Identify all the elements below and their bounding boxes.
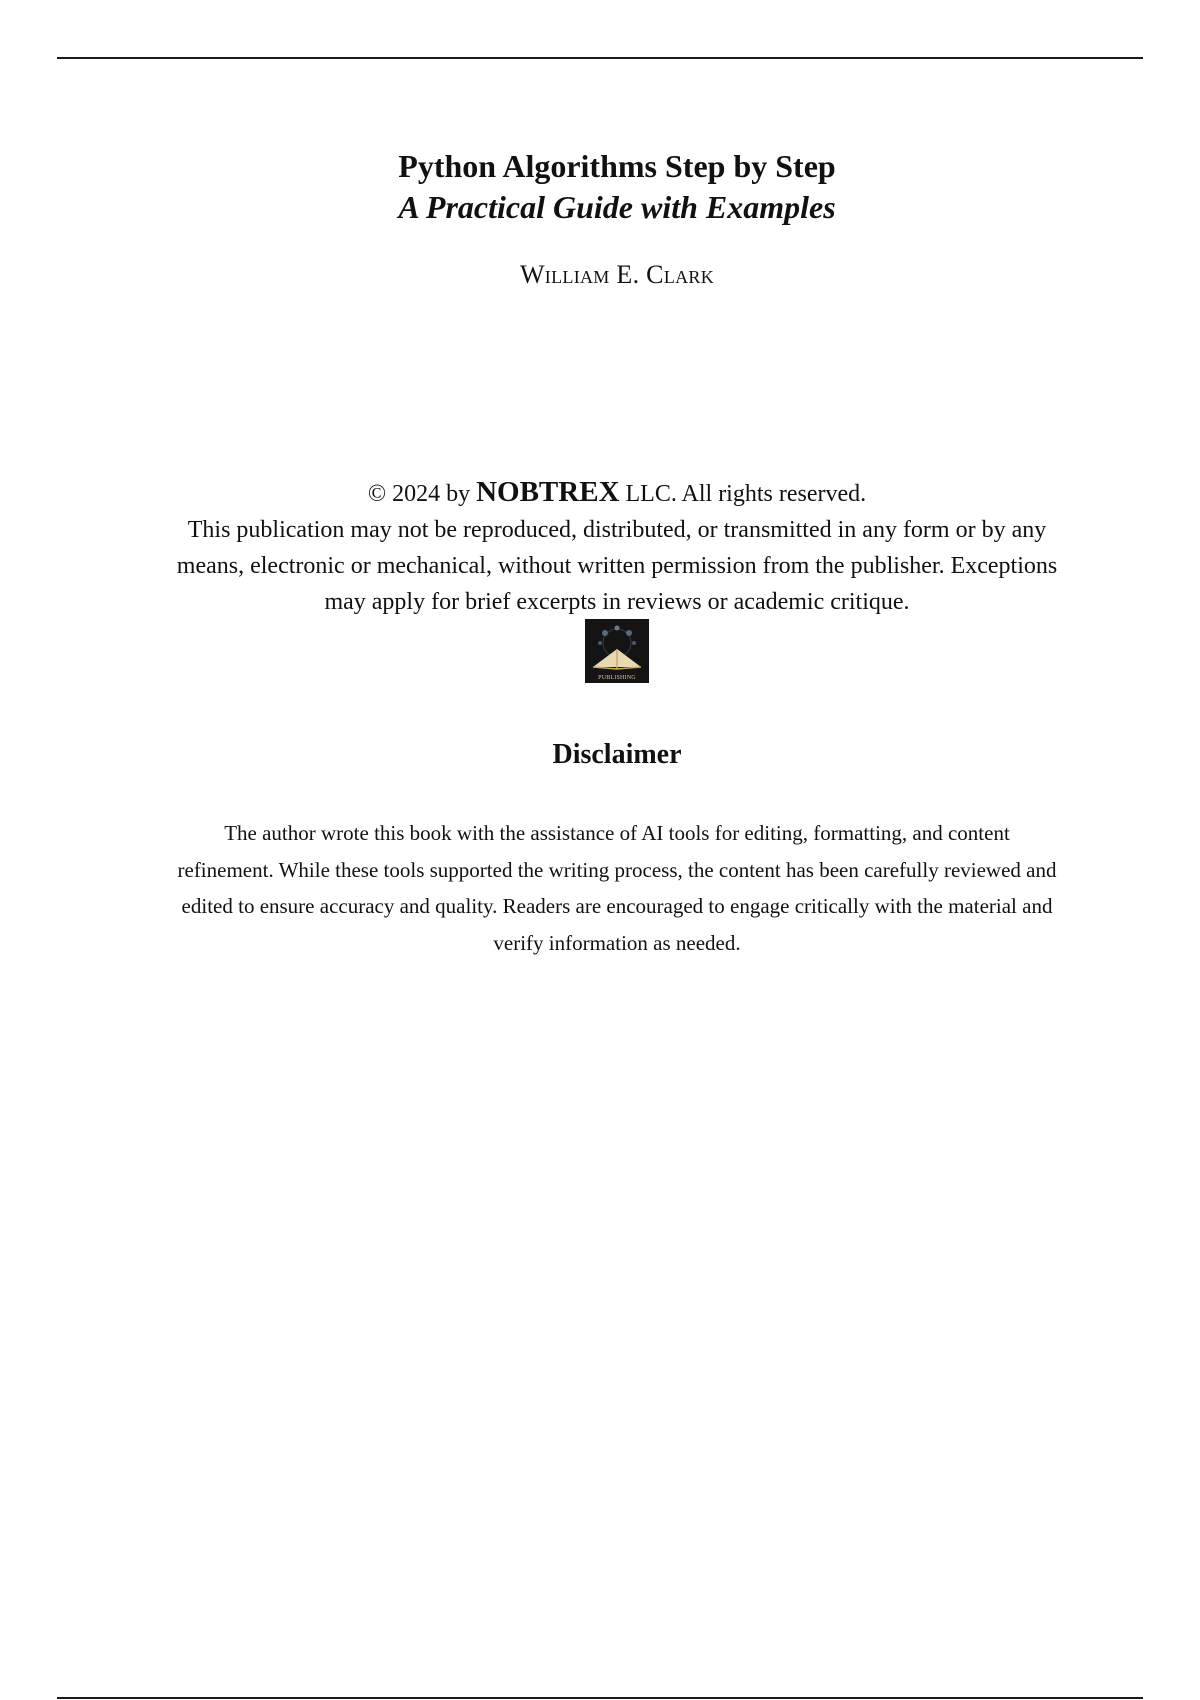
disclaimer-text: The author wrote this book with the assistance of AI tools for editing, formatting, and content refinement. While these tools supported the writing process, the content has been carefully reviewed and edited to ensure accuracy and quality. Readers are encouraged to engage critically with the material and verify information as needed. [177,821,1057,955]
disclaimer-heading: Disclaimer [552,739,682,770]
publisher-name: NOBTREX [476,476,620,508]
book-author: William E. Clark [519,260,715,289]
copyright-line [160,474,1074,512]
copyright-prefix: © 2024 by [367,481,477,507]
publisher-logo-graphic [585,619,649,683]
copyright-block [160,474,1074,620]
publisher-logo-icon [585,619,649,683]
copyright-suffix: LLC. All rights reserved. [619,481,867,507]
rights-statement: This publication may not be reproduced, distributed, or transmitted in any form or by any means, electronic or mechanical, without written permission from the publisher. Exceptions may apply for brief excerpts in reviews or academic critique. [176,517,1058,615]
top-rule [57,57,1143,59]
book-title: Python Algorithms Step by Step [398,148,836,184]
book-subtitle: A Practical Guide with Examples [398,189,836,225]
title-block [0,146,1200,228]
bottom-rule [57,1697,1143,1699]
logo-caption: PUBLISHING [598,675,636,681]
